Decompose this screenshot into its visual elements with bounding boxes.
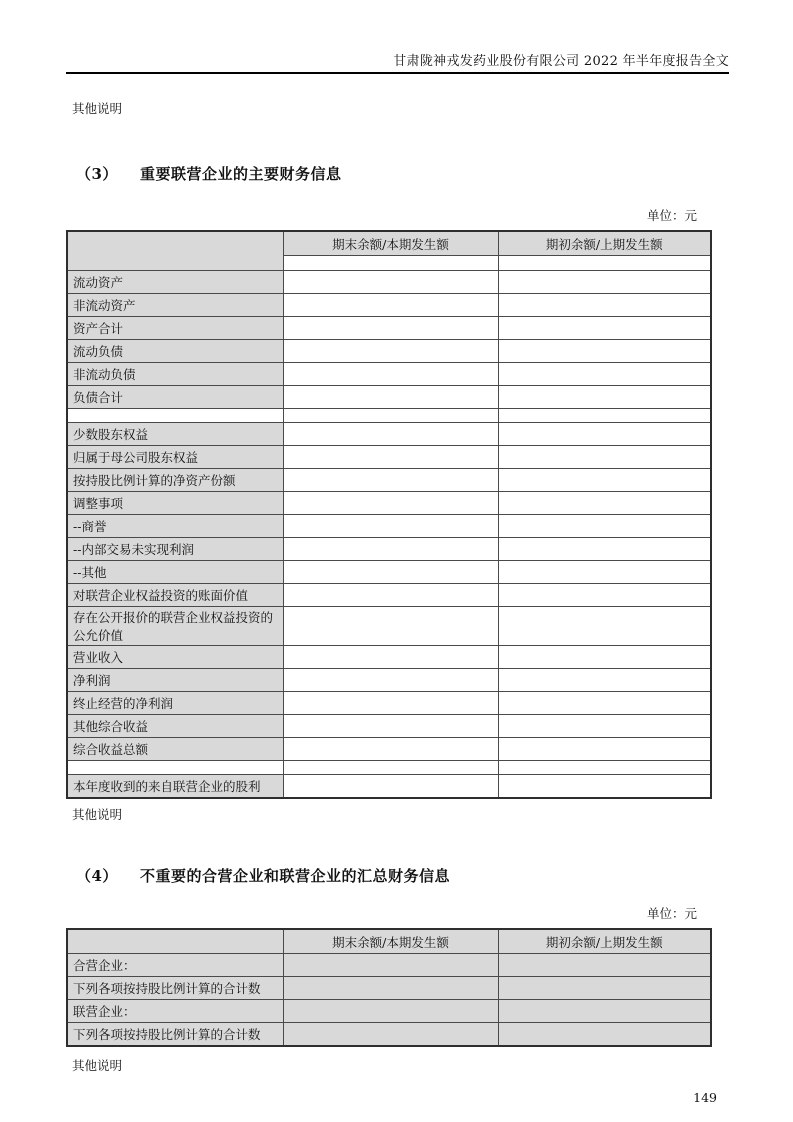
value-cell (283, 363, 498, 386)
row-label (67, 761, 283, 775)
corner-cell (67, 231, 283, 271)
row-label: 合营企业： (67, 954, 283, 977)
table-row (67, 1000, 711, 1023)
value-cell (498, 271, 711, 294)
other-note-middle: 其他说明 (72, 807, 123, 822)
section-3-title: 重要联营企业的主要财务信息 (139, 165, 342, 183)
unit-label-1: 单位：元 (646, 208, 697, 223)
table-row (67, 469, 711, 492)
row-label: 净利润 (67, 669, 283, 692)
table-row (67, 446, 711, 469)
table-row (67, 561, 711, 584)
value-cell (283, 561, 498, 584)
row-label: 归属于母公司股东权益 (67, 446, 283, 469)
row-label: 流动资产 (67, 271, 283, 294)
row-label: 流动负债 (67, 340, 283, 363)
value-cell (498, 561, 711, 584)
value-cell (498, 692, 711, 715)
value-cell (498, 386, 711, 409)
table-row (67, 492, 711, 515)
row-label: 本年度收到的来自联营企业的股利 (67, 775, 283, 799)
value-cell (283, 761, 498, 775)
value-cell (283, 977, 498, 1000)
value-cell (498, 294, 711, 317)
row-label: 非流动负债 (67, 363, 283, 386)
table-row (67, 775, 711, 799)
row-label: 调整事项 (67, 492, 283, 515)
value-cell (498, 469, 711, 492)
row-label: --其他 (67, 561, 283, 584)
row-label: --商誉 (67, 515, 283, 538)
table-row (67, 515, 711, 538)
value-cell (498, 775, 711, 799)
value-cell (283, 423, 498, 446)
column-header: 期初余额/上期发生额 (498, 929, 711, 954)
value-cell (498, 738, 711, 761)
row-label: 非流动资产 (67, 294, 283, 317)
column-header: 期末余额/本期发生额 (283, 231, 498, 256)
table-row (67, 294, 711, 317)
blank-subheader-cell (498, 256, 711, 271)
corner-cell (67, 929, 283, 954)
table-row (67, 271, 711, 294)
value-cell (498, 515, 711, 538)
value-cell (498, 492, 711, 515)
value-cell (283, 692, 498, 715)
row-label: 其他综合收益 (67, 715, 283, 738)
summary-joint-ventures-table (66, 928, 712, 1047)
value-cell (498, 1023, 711, 1047)
value-cell (498, 317, 711, 340)
value-cell (498, 584, 711, 607)
value-cell (283, 584, 498, 607)
unit-label-2: 单位：元 (646, 906, 697, 921)
row-label: 存在公开报价的联营企业权益投资的公允价值 (67, 607, 283, 646)
value-cell (498, 715, 711, 738)
value-cell (283, 646, 498, 669)
value-cell (498, 363, 711, 386)
table-row (67, 386, 711, 409)
value-cell (498, 423, 711, 446)
value-cell (283, 340, 498, 363)
value-cell (498, 340, 711, 363)
row-label: 联营企业： (67, 1000, 283, 1023)
value-cell (283, 446, 498, 469)
value-cell (498, 538, 711, 561)
table-row (67, 584, 711, 607)
report-title: 甘肃陇神戎发药业股份有限公司 2022 年半年度报告全文 (393, 54, 729, 69)
value-cell (283, 271, 498, 294)
row-label: 对联营企业权益投资的账面价值 (67, 584, 283, 607)
value-cell (283, 317, 498, 340)
value-cell (283, 538, 498, 561)
table-row (67, 954, 711, 977)
table-row (67, 1023, 711, 1047)
table-row (67, 715, 711, 738)
value-cell (283, 1000, 498, 1023)
important-associates-table (66, 230, 712, 799)
value-cell (283, 775, 498, 799)
row-label: 资产合计 (67, 317, 283, 340)
other-note-bottom: 其他说明 (72, 1058, 123, 1073)
table-row (67, 538, 711, 561)
page-header (66, 0, 729, 74)
value-cell (283, 1023, 498, 1047)
value-cell (283, 409, 498, 423)
value-cell (498, 446, 711, 469)
value-cell (283, 715, 498, 738)
table-row (67, 317, 711, 340)
value-cell (283, 386, 498, 409)
value-cell (498, 1000, 711, 1023)
row-label: 负债合计 (67, 386, 283, 409)
table-header-row (67, 929, 711, 954)
value-cell (283, 607, 498, 646)
section-3-number: （3） (76, 165, 118, 183)
value-cell (498, 761, 711, 775)
page-number: 149 (693, 1090, 717, 1105)
row-label: 少数股东权益 (67, 423, 283, 446)
row-label: 下列各项按持股比例计算的合计数 (67, 1023, 283, 1047)
section-4-title: 不重要的合营企业和联营企业的汇总财务信息 (139, 867, 450, 885)
row-label (67, 409, 283, 423)
row-label: 下列各项按持股比例计算的合计数 (67, 977, 283, 1000)
table-row (67, 646, 711, 669)
value-cell (498, 669, 711, 692)
section-4-number: （4） (76, 867, 118, 885)
section-3-heading (76, 163, 793, 184)
value-cell (283, 669, 498, 692)
column-header: 期末余额/本期发生额 (283, 929, 498, 954)
other-note-top: 其他说明 (72, 101, 123, 116)
table-row (67, 669, 711, 692)
row-label: 按持股比例计算的净资产份额 (67, 469, 283, 492)
row-label: --内部交易未实现利润 (67, 538, 283, 561)
table-row (67, 423, 711, 446)
column-header: 期初余额/上期发生额 (498, 231, 711, 256)
value-cell (498, 977, 711, 1000)
row-label: 营业收入 (67, 646, 283, 669)
table-row (67, 340, 711, 363)
blank-subheader-cell (283, 256, 498, 271)
row-label: 终止经营的净利润 (67, 692, 283, 715)
value-cell (283, 738, 498, 761)
spacer-row (67, 409, 711, 423)
value-cell (283, 954, 498, 977)
value-cell (498, 646, 711, 669)
value-cell (498, 409, 711, 423)
table-header-row (67, 231, 711, 256)
spacer-row (67, 761, 711, 775)
value-cell (498, 607, 711, 646)
value-cell (498, 954, 711, 977)
table-row (67, 977, 711, 1000)
row-label: 综合收益总额 (67, 738, 283, 761)
table-row (67, 692, 711, 715)
value-cell (283, 469, 498, 492)
value-cell (283, 294, 498, 317)
table-row (67, 738, 711, 761)
table-row (67, 607, 711, 646)
table-row (67, 363, 711, 386)
section-4-heading (76, 865, 793, 886)
value-cell (283, 492, 498, 515)
value-cell (283, 515, 498, 538)
